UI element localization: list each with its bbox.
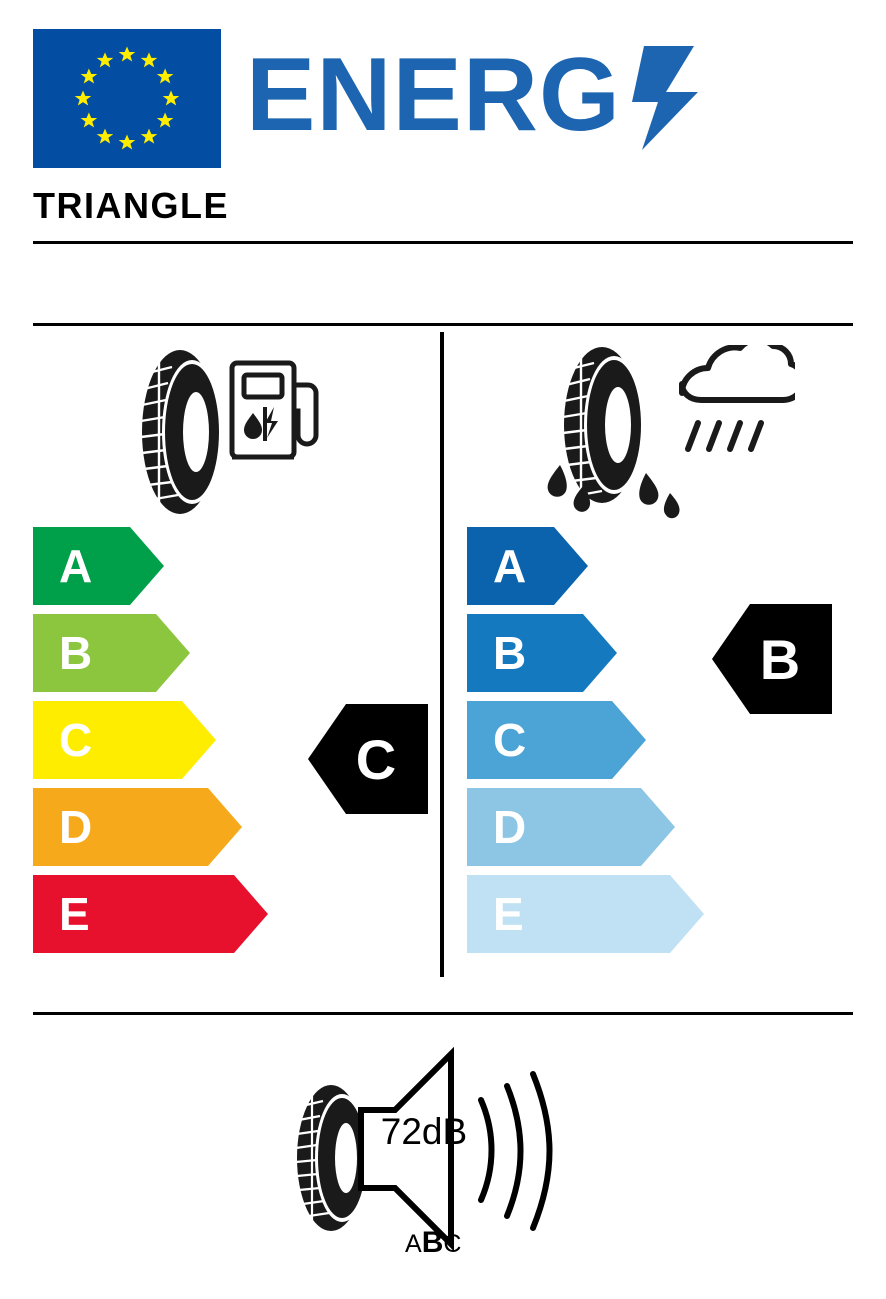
- divider-vertical: [440, 332, 444, 977]
- eu-stars-icon: [33, 29, 221, 168]
- eu-flag-icon: [33, 29, 221, 168]
- grade-arrow-b: [33, 614, 190, 692]
- divider-noise: [33, 1012, 853, 1015]
- divider-second: [33, 323, 853, 326]
- noise-class-c: C: [443, 1230, 462, 1258]
- noise-value: 72dB: [380, 1111, 468, 1152]
- rain-cloud-icon: [682, 345, 795, 449]
- noise-class-indicator: [405, 1226, 461, 1260]
- fuel-pump-icon: [232, 363, 316, 457]
- lightning-bolt-icon: [632, 46, 698, 150]
- tyre-icon: [563, 347, 644, 503]
- fuel-efficiency-class: C: [355, 728, 397, 791]
- wet-grip-result: [712, 604, 832, 714]
- grade-letter: A: [493, 540, 527, 592]
- wet-grip-class: B: [759, 628, 801, 691]
- grade-letter: C: [59, 714, 93, 766]
- grade-letter: D: [59, 801, 93, 853]
- fuel-efficiency-result: [308, 704, 428, 814]
- grade-letter: E: [493, 888, 524, 940]
- grade-letter: A: [59, 540, 93, 592]
- tyre-icon: [141, 350, 222, 514]
- energy-wordmark: [246, 42, 716, 152]
- noise-class-a: A: [405, 1230, 422, 1258]
- svg-text:ENERG: ENERG: [246, 42, 621, 152]
- grade-arrow-b: [467, 614, 617, 692]
- sound-waves-icon: [481, 1074, 550, 1228]
- noise-class-b: B: [421, 1226, 444, 1259]
- grade-letter: E: [59, 888, 90, 940]
- brand-name: TRIANGLE: [33, 185, 229, 226]
- wet-grip-pictogram: [530, 345, 795, 520]
- grade-letter: C: [493, 714, 527, 766]
- grade-letter: B: [493, 627, 527, 679]
- divider-top: [33, 241, 853, 244]
- grade-letter: B: [59, 627, 93, 679]
- grade-arrow-a: [33, 527, 164, 605]
- fuel-efficiency-pictogram: [120, 345, 330, 520]
- energy-text-icon: [246, 42, 716, 152]
- grade-letter: D: [493, 801, 527, 853]
- grade-arrow-a: [467, 527, 588, 605]
